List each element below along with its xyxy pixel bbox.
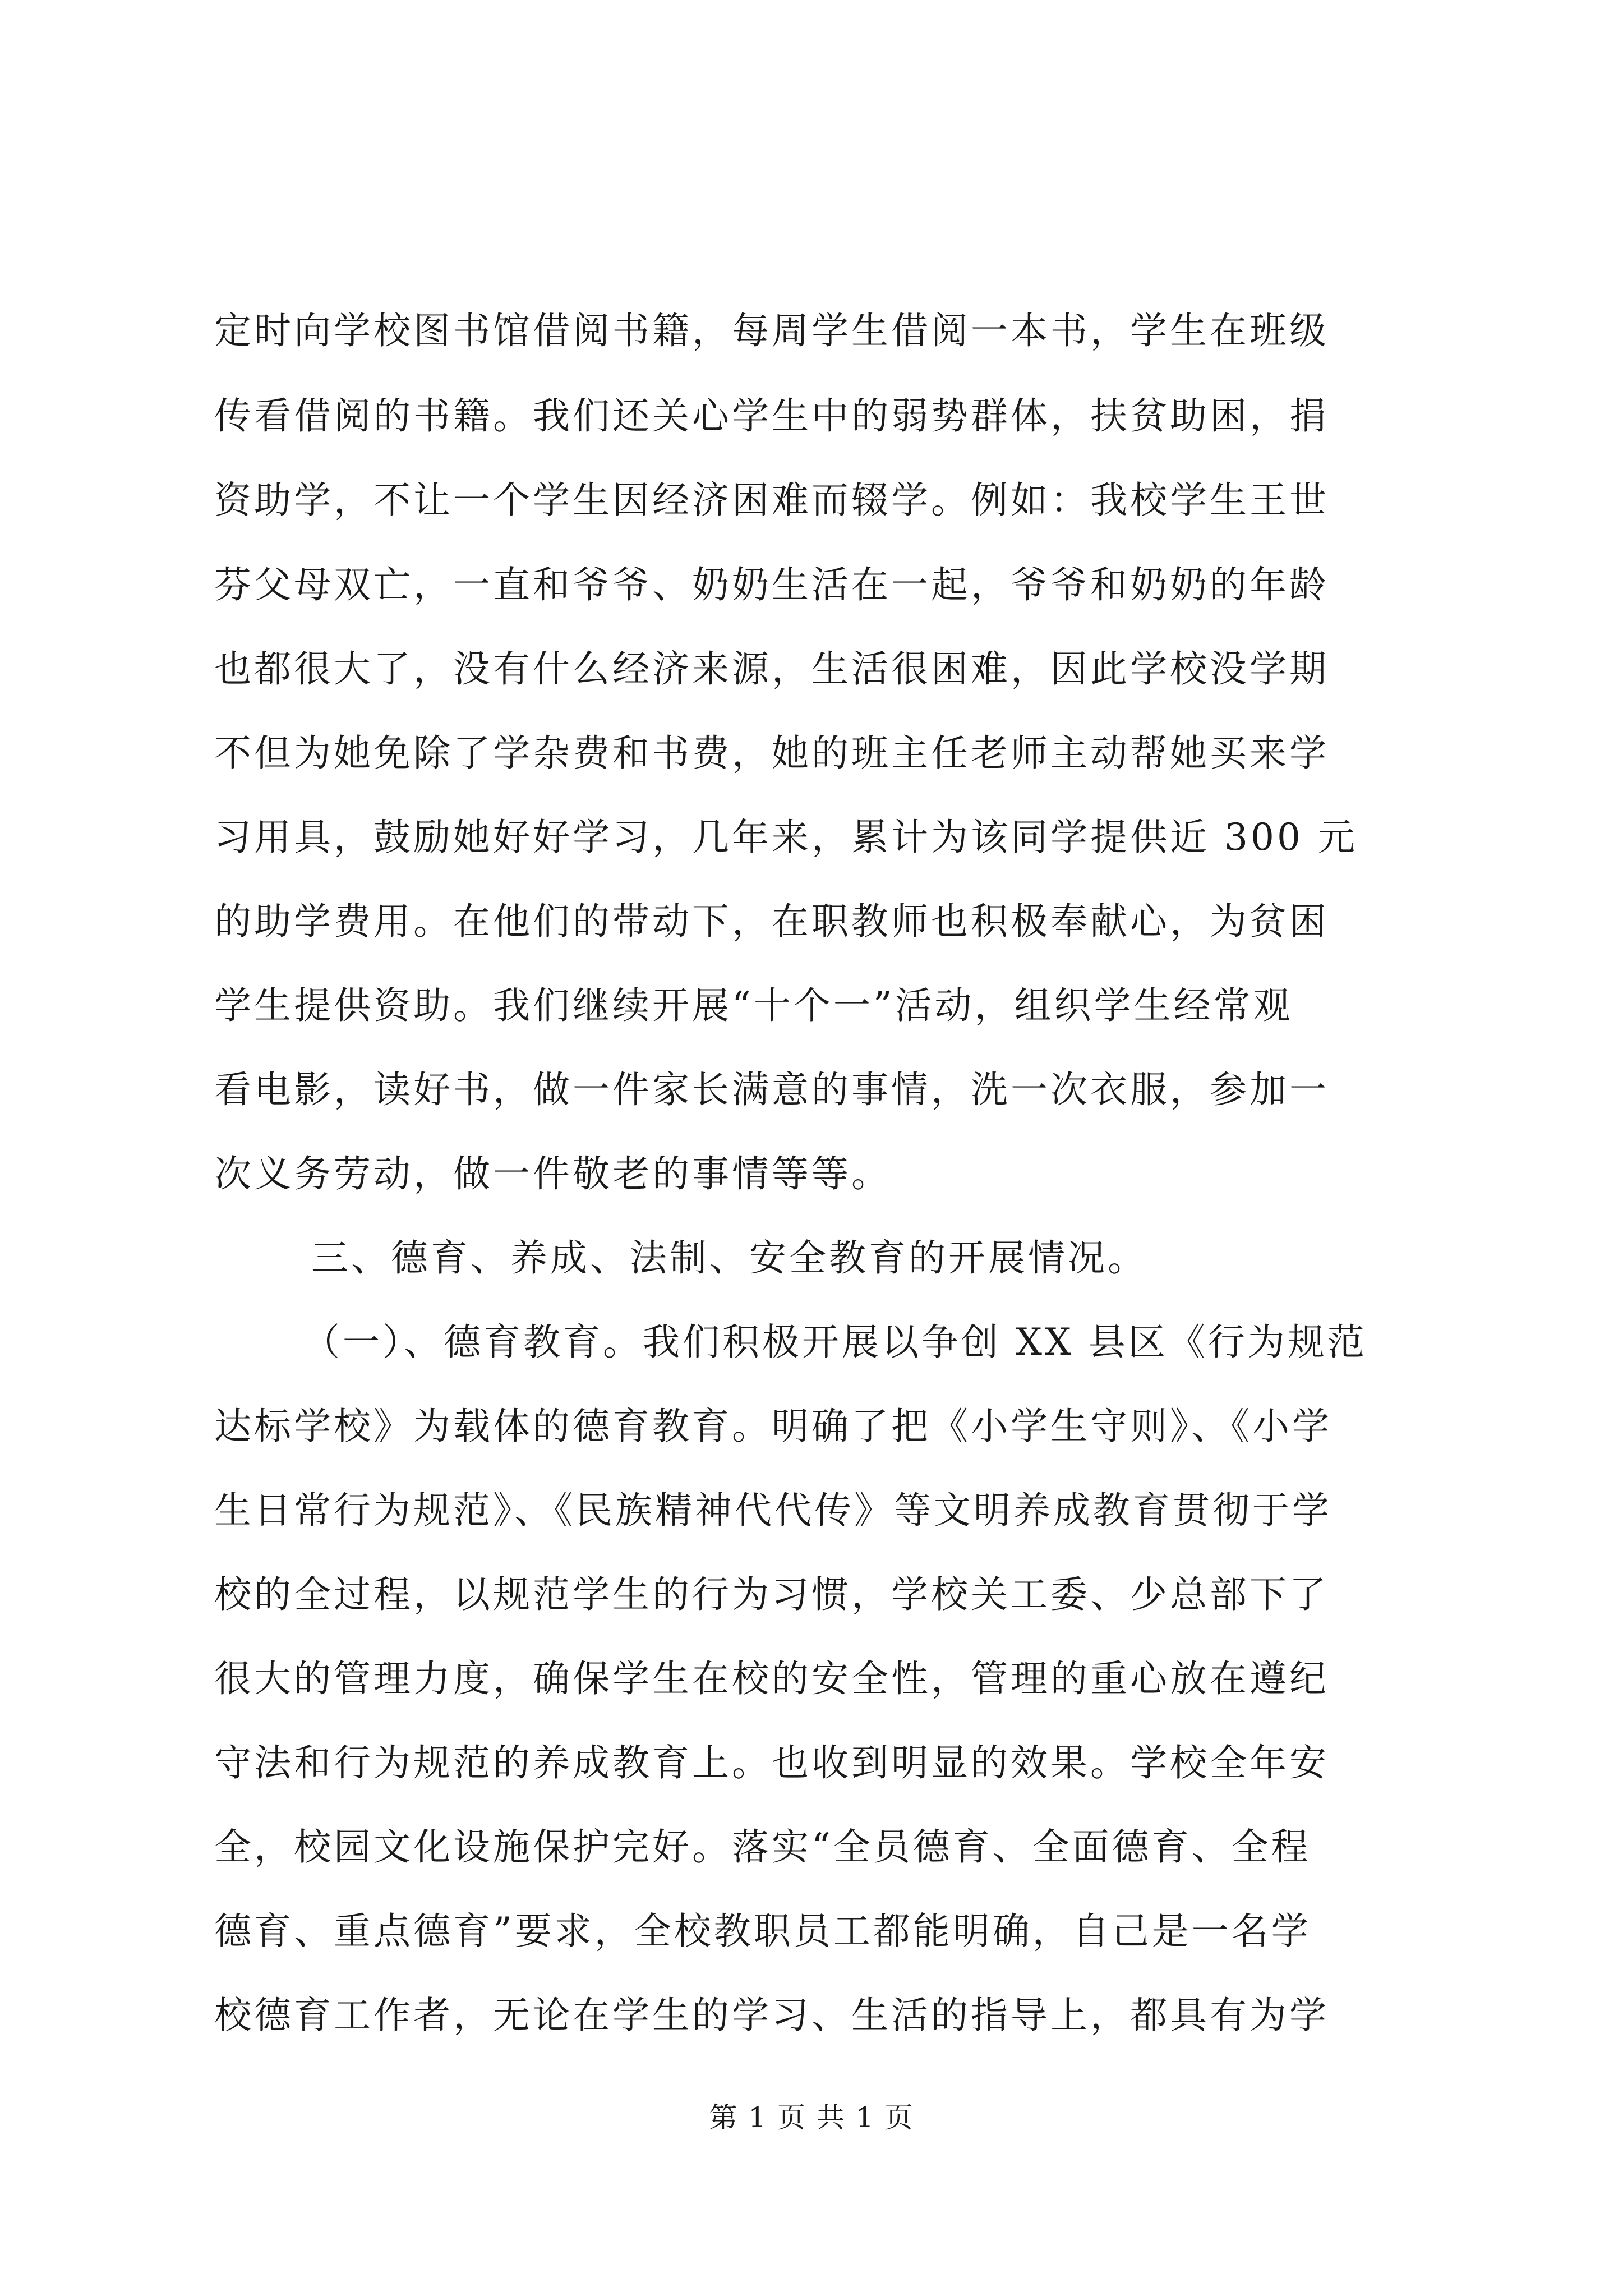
paragraph-line: 不但为她免除了学杂费和书费，她的班主任老师主动帮她买来学 bbox=[214, 731, 1329, 775]
paragraph-line: 定时向学校图书馆借阅书籍，每周学生借阅一本书，学生在班级 bbox=[214, 309, 1329, 352]
paragraph-line: 芬父母双亡，一直和爷爷、奶奶生活在一起，爷爷和奶奶的年龄 bbox=[214, 563, 1329, 606]
paragraph-line: 习用具，鼓励她好好学习，几年来，累计为该同学提供近 300 元 bbox=[214, 816, 1358, 859]
paragraph-line: 也都很大了，没有什么经济来源，生活很困难，因此学校没学期 bbox=[214, 647, 1329, 691]
paragraph-line: 学生提供资助。我们继续开展“十个一”活动，组织学生经常观 bbox=[214, 984, 1293, 1027]
paragraph-line: 很大的管理力度，确保学生在校的安全性，管理的重心放在遵纪 bbox=[214, 1657, 1329, 1700]
paragraph-line: 校的全过程，以规范学生的行为习惯，学校关工委、少总部下了 bbox=[214, 1573, 1329, 1616]
paragraph-line: 守法和行为规范的养成教育上。也收到明显的效果。学校全年安 bbox=[214, 1741, 1329, 1784]
paragraph-line: 的助学费用。在他们的带动下，在职教师也积极奉献心，为贫困 bbox=[214, 900, 1329, 943]
paragraph-line: 看电影，读好书，做一件家长满意的事情，洗一次衣服，参加一 bbox=[214, 1068, 1329, 1111]
paragraph-line: 校德育工作者，无论在学生的学习、生活的指导上，都具有为学 bbox=[214, 1994, 1329, 2037]
paragraph-line: 德育、重点德育”要求，全校教职员工都能明确，自己是一名学 bbox=[214, 1910, 1311, 1953]
paragraph-line: 资助学，不让一个学生因经济困难而辍学。例如：我校学生王世 bbox=[214, 478, 1329, 522]
paragraph-line: 达标学校》为载体的德育教育。明确了把《小学生守则》、《小学 bbox=[214, 1405, 1332, 1448]
subsection-heading-line: （一）、德育教育。我们积极开展以争创 XX 县区《行为规范 bbox=[303, 1320, 1367, 1364]
paragraph-line: 生日常行为规范》、《民族精神代代传》等文明养成教育贯彻于学 bbox=[214, 1489, 1332, 1532]
section-heading: 三、德育、养成、法制、安全教育的开展情况。 bbox=[311, 1236, 1147, 1280]
paragraph-line: 全，校园文化设施保护完好。落实“全员德育、全面德育、全程 bbox=[214, 1825, 1311, 1869]
page-number-footer: 第 1 页 共 1 页 bbox=[709, 2101, 914, 2134]
paragraph-line: 传看借阅的书籍。我们还关心学生中的弱势群体，扶贫助困，捐 bbox=[214, 394, 1329, 438]
paragraph-line: 次义务劳动，做一件敬老的事情等等。 bbox=[214, 1152, 891, 1195]
